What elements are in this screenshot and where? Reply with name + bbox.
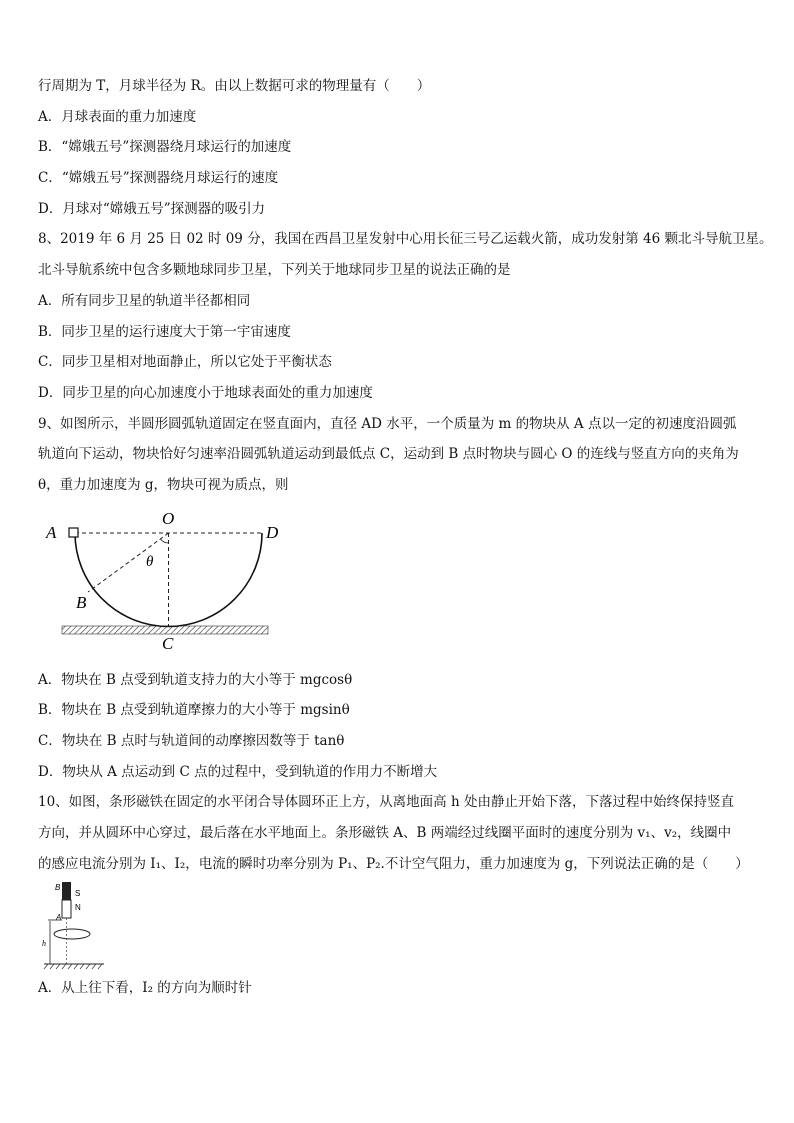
- q8-option-d: D．同步卫星的向心加速度小于地球表面处的重力加速度: [38, 384, 373, 401]
- magnet-label-a: A: [56, 913, 62, 923]
- block-square: [69, 528, 78, 537]
- q9-figure: [38, 506, 760, 656]
- q9-option-b: B．物块在 B 点受到轨道摩擦力的大小等于 mgsinθ: [38, 702, 350, 719]
- q7-option-c: C．“嫦娥五号”探测器绕月球运行的速度: [38, 170, 279, 187]
- radius-ob-line: [88, 533, 169, 592]
- q8-option-b: B．同步卫星的运行速度大于第一宇宙速度: [38, 323, 291, 340]
- q7-option-b: B．“嫦娥五号”探测器绕月球运行的加速度: [38, 139, 292, 156]
- height-label-h: h: [42, 939, 46, 949]
- magnet-label-n: N: [75, 903, 81, 913]
- q7-stem-continuation: 行周期为 T，月球半径为 R。由以上数据可求的物理量有（ ）: [38, 78, 431, 94]
- label-o: O: [162, 508, 175, 528]
- q9-stem-line3: θ，重力加速度为 g，物块可视为质点，则: [38, 476, 289, 493]
- q8-stem-line2: 北斗导航系统中包含多颗地球同步卫星，下列关于地球同步卫星的说法正确的是: [38, 262, 511, 279]
- q7-option-a: A．月球表面的重力加速度: [38, 108, 197, 125]
- label-theta: θ: [146, 553, 154, 570]
- q10-option-a: A．从上往下看，I₂ 的方向为顺时针: [38, 980, 252, 997]
- conducting-ring: [54, 929, 90, 939]
- magnet-s-half: [62, 882, 71, 900]
- semicircle-track-diagram: [38, 506, 278, 656]
- magnet-label-s: S: [75, 889, 81, 899]
- q9-stem-line1: 9、如图所示，半圆形圆弧轨道固定在竖直面内，直径 AD 水平，一个质量为 m 的物块从 A 点以一定的初速度沿圆弧: [38, 415, 737, 432]
- theta-arc: [161, 539, 169, 543]
- label-c: C: [162, 633, 174, 653]
- q8-stem-line1: 8、2019 年 6 月 25 日 02 时 09 分，我国在西昌卫星发射中心用长征三号乙运载火箭，成功发射第 46 颗北斗导航卫星。: [38, 231, 773, 248]
- q9-option-c: C．物块在 B 点时与轨道间的动摩擦因数等于 tanθ: [38, 733, 345, 749]
- magnet-label-b: B: [55, 883, 61, 893]
- q8-option-c: C．同步卫星相对地面静止，所以它处于平衡状态: [38, 354, 332, 371]
- label-a: A: [46, 522, 57, 542]
- q8-option-a: A．所有同步卫星的轨道半径都相同: [38, 292, 251, 309]
- exam-page: [38, 76, 773, 1009]
- q10-stem-line1: 10、如图，条形磁铁在固定的水平闭合导体圆环正上方，从离地面高 h 处由静止开始下落，下落过程中始终保持竖直: [38, 794, 734, 811]
- q9-stem-line2: 轨道向下运动，物块恰好匀速率沿圆弧轨道运动到最低点 C，运动到 B 点时物块与圆心 O 的连线与竖直方向的夹角为: [38, 446, 739, 463]
- q10-stem-line2: 方向，并从圆环中心穿过，最后落在水平地面上。条形磁铁 A、B 两端经过线圈平面时的速度分别为 v₁、v₂，线圈中: [38, 825, 732, 842]
- q10-figure: [38, 880, 760, 978]
- label-d: D: [266, 522, 278, 542]
- ground-hatch-marks: [44, 964, 102, 969]
- label-b: B: [76, 592, 87, 612]
- q9-option-a: A．物块在 B 点受到轨道支持力的大小等于 mgcosθ: [38, 671, 353, 688]
- magnet-n-half: [62, 900, 71, 918]
- falling-magnet-diagram: [38, 880, 128, 978]
- q7-option-d: D．月球对“嫦娥五号”探测器的吸引力: [38, 200, 266, 217]
- q9-option-d: D．物块从 A 点运动到 C 点的过程中，受到轨道的作用力不断增大: [38, 763, 438, 780]
- q10-stem-line3: 的感应电流分别为 I₁、I₂，电流的瞬时功率分别为 P₁、P₂.不计空气阻力，重力加速度为 g，下列说法正确的是（ ）: [38, 855, 749, 872]
